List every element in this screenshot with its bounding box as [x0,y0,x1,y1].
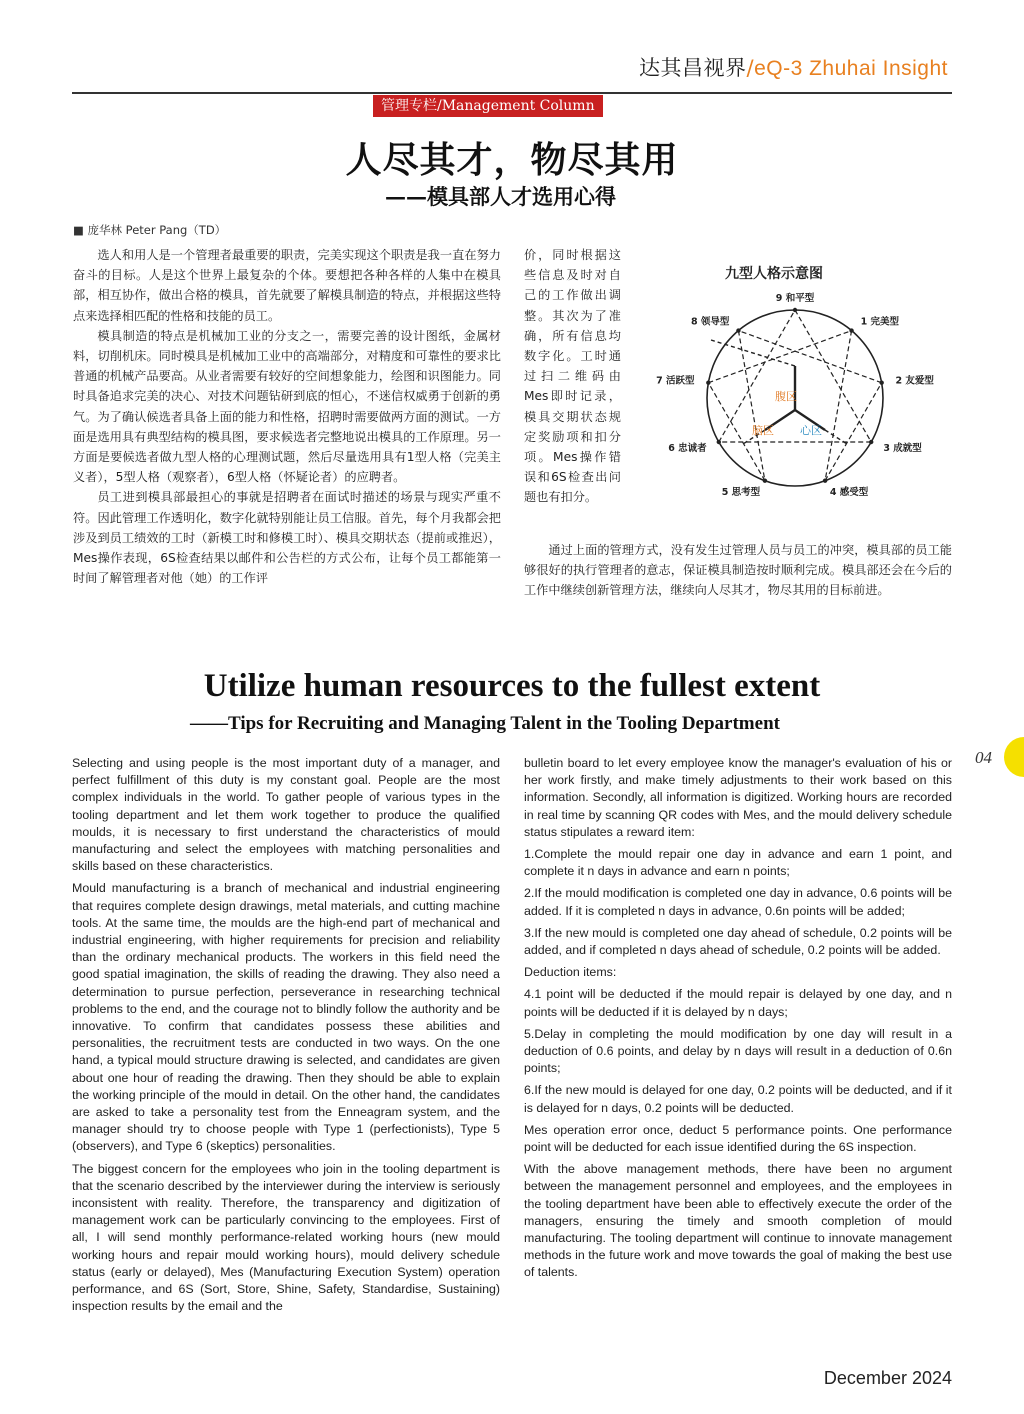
enneagram-type-label: 7 活跃型 [656,375,695,387]
triangle-line [795,310,871,442]
en-article-subtitle: ——Tips for Recruiting and Managing Talent in the Tooling Department [190,713,780,734]
cn-paragraph: 价，同时根据这些信息及时对自己的工作做出调整。其次为了准确，所有信息均数字化。工时通过扫二维码由Mes即时记录，模具交期状态规定奖励项和扣分项。Mes操作错误和6S检查出问题也有扣分。 [524,248,621,505]
issue-date: December 2024 [823,1368,952,1388]
zone-label-head: 脑区 [752,424,774,437]
en-paragraph: 1.Complete the mould repair one day in advance and earn 1 point, and complete it n days in advance and earn n points; [524,847,952,879]
enneagram-point [736,328,740,332]
enneagram-type-label: 2 友爱型 [895,375,934,387]
en-paragraph: 5.Delay in completing the mould modification by one day will result in a deduction of 0.6 points, and delay by n days will result in a deduction of 0.6n points; [524,1026,952,1076]
cn-article-title: 人尽其才，物尽其用 [345,139,679,181]
en-paragraph: The biggest concern for the employees who join in the tooling department is that the scenario described by the interviewer during the interview is seriously inconsistent with reality. Therefore, the transparency and digitization of management work can be particularly convincing to the employees. First of all, I will send monthly performance-related working hours (new mould working hours and repair mould working hours), mould delivery schedule status (early or delayed), Mes (Manufacturing Execution System) operation performance, and 6S (Sort, Store, Shine, Safety, Standardise, Sustaining) inspection results by the email and the [72,1161,500,1314]
en-paragraph: 4.1 point will be deducted if the mould repair is delayed by one day, and n points will be deducted if it is delayed by n days; [524,987,952,1019]
en-left-column [72,755,500,1321]
en-paragraph: 6.If the new mould is delayed for one day, 0.2 points will be deducted, and if it is delayed for n days, 0.2 points will be deducted. [524,1083,952,1115]
enneagram-diagram [635,258,955,520]
magazine-title-en: eQ-3 Zhuhai Insight [754,57,948,80]
cn-bottom-column [524,540,952,601]
magazine-title [639,52,948,82]
enneagram-point [849,328,853,332]
cn-paragraph: 模具制造的特点是机械加工业的分支之一，需要完善的设计图纸，金属材料，切削机床。同时模具是机械加工业中的高端部分，对精度和可靠性的要求比普通的机械产品要高。从业者需要有较好的空间想象能力，绘图和识图能力。同时具备追求完美的决心、对技术问题钻研到底的恒心，不迷信权威勇于创新的勇气。为了确认候选者具备上面的能力和性格，招聘时需要做两方面的测试。一方面是选用具有典型结构的模具图，要求候选者完整地说出模具的工作原理。另一方面是要候选者做九型人格的心理测试题，然后尽量选用具有1型人格（完美主义者），5型人格（观察者），6型人格（怀疑论者）的应聘者。 [73,328,501,485]
enneagram-point [706,381,710,385]
center-divider-ext [711,340,795,366]
magazine-title-cn: 达其昌视界 [638,56,747,80]
enneagram-point [823,478,827,482]
page-number: 04 [975,748,992,767]
zone-label-heart: 心区 [800,424,822,437]
enneagram-type-label: 3 成就型 [883,443,922,454]
hexad-line [825,383,882,481]
diagram-title: 九型人格示意图 [725,266,823,282]
zone-label-belly: 腹区 [775,390,797,403]
column-tag: 管理专栏/Management Column [373,95,603,117]
en-paragraph: Selecting and using people is the most important duty of a manager, and perfect fulfillment of this duty is my constant goal. People are the most complex individuals in the world. To gather people of various types in the tooling department and let them work together to produce the qualified moulds, it is necessary to first understand the characteristics of mould manufacturing and select the employees with matching personalities and skills based on these characteristics. [72,756,500,874]
cn-paragraph: 选人和用人是一个管理者最重要的职责，完美实现这个职责是我一直在努力奋斗的目标。人是这个世界上最复杂的个体。要想把各种各样的人集中在模具部，相互协作，做出合格的模具，首先就要了解模具制造的特点，并根据这些特点来选择相匹配的性格和技能的员工。 [73,248,501,323]
en-paragraph: Mes operation error once, deduct 5 performance points. One performance point will be deducted for each issue identified during the 6S inspection. [524,1122,952,1155]
enneagram-point [763,478,767,482]
cn-paragraph: 员工进到模具部最担心的事就是招聘者在面试时描述的场景与现实严重不符。因此管理工作透明化，数字化就特别能让员工信服。首先，每个月我都会把涉及到员工绩效的工时（新模工时和修模工时）、模具交期状态（提前或推迟），Mes操作表现，6S检查结果以邮件和公告栏的方式公布，让每个员工都能第一时间了解管理者对他（她）的工作评 [73,490,501,586]
enneagram-point [717,440,721,444]
magazine-title-separator: / [746,56,755,80]
header-divider [72,92,952,94]
enneagram-point [793,308,797,312]
enneagram-type-label: 5 思考型 [721,486,761,498]
en-paragraph: 2.If the mould modification is completed one day in advance, 0.6 points will be added. If it is completed n days in advance, 0.6n points will be added; [524,886,952,918]
cn-article-subtitle: ——模具部人才选用心得 [385,184,616,209]
page-tab-marker [1004,737,1024,777]
enneagram-type-label: 1 完美型 [860,316,899,328]
cn-mid-column [524,245,621,508]
enneagram-type-label: 8 领导型 [691,316,730,328]
en-right-column [524,755,952,1287]
en-article-title: Utilize human resources to the fullest extent [203,668,821,704]
author-line: ■ 庞华林 Peter Pang（TD） [73,223,227,237]
enneagram-type-label: 4 感受型 [829,486,869,498]
enneagram-type-label: 6 忠诚者 [668,443,707,454]
en-paragraph: 3.If the new mould is completed one day ahead of schedule, 0.2 points will be added, and if completed n days ahead of schedule, 0.2 points will be added. [524,925,952,958]
en-paragraph: bulletin board to let every employee know the manager's evaluation of his or her work firstly, and make timely adjustments to their work based on this information. Secondly, all information is digitized. Working hours are recorded in real time by scanning QR codes with Mes, and the mould delivery schedule status stipulates a reward item: [524,756,952,839]
cn-left-column [73,245,501,588]
enneagram-point [869,440,873,444]
cn-paragraph: 通过上面的管理方式，没有发生过管理人员与员工的冲突，模具部的员工能够很好的执行管理者的意志，保证模具制造按时顺利完成。模具部还会在今后的工作中继续创新管理方法，继续向人尽其才，物尽其用的目标前进。 [524,543,952,598]
en-paragraph: With the above management methods, there have been no argument between the management personnel and employees, and the employees in the tooling department have been able to effectively execute the order of the managers, ensuring the timely and smooth completion of mould manufacturing. The tooling department will continue to innovate management methods in the future work and move towards the goal of making the best use of talents. [524,1162,952,1280]
triangle-line [719,310,795,442]
enneagram-point [879,381,883,385]
en-paragraph: Deduction items: [524,965,617,980]
enneagram-type-label: 9 和平型 [775,293,815,304]
en-paragraph: Mould manufacturing is a branch of mechanical and industrial engineering that requires complete design drawings, metal materials, and cutting machine tools. At the same time, the moulds are the high-end part of mechanical and industrial engineering, with higher requirements for precision and reliability than the ordinary mechanical products. The workers in this field need the good spatial imagination, the skills of reading the drawing. They also need a determination to pursue perfection, perseverance in researching technical problems to the end, and the courage not to blindly follow the authority and be innovative. To confirm that candidates possess these abilities and personalities, the recruitment tests are conducted in two ways. On the one hand, a typical mould structure drawing is selected, and candidates are given about one hour of reading the drawing. Then they should be able to explain the working principle of the mould in detail. On the other hand, the candidates are asked to take a personality test from the Enneagram system, and the manager should try to choose people with Type 1 (perfectionists), Type 5 (observers), and Type 6 (skeptics) personalities. [72,881,500,1154]
